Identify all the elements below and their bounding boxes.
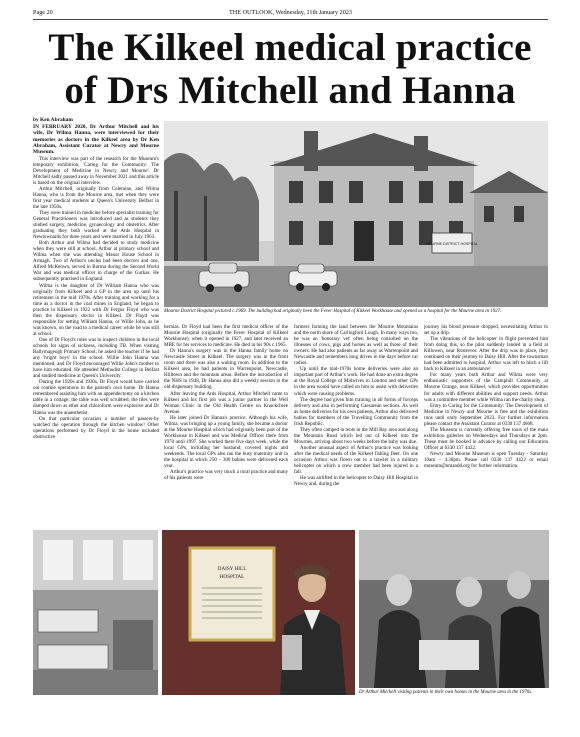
paragraph: Arthur Mitchell, originally from Coleraine, and Wilma Hanna, who is from the Mourne area, met when they were first year medical students at Queen's University Belfast in the late 1950s. [33, 185, 159, 210]
article-title-line-2: of Drs Mitchell and Hanna [64, 69, 516, 112]
top-photo-caption: Mourne District Hospital pictured c.1969. The building had originally been the Fever Hospital of Kilkeel Workhouse and opened as a hospital for the Mourne area in 1927. [164, 309, 502, 314]
paragraph: They often camped in tents in the Mill Bay area and along the Mountain Road which led out of Kilkeel into the Mournes, arriving about two weeks before the baby was due. [294, 426, 418, 445]
lead-paragraph: IN FEBRUARY 2020, Dr Arthur Mitchell and his wife, Dr Wilma Hanna, were interviewed for their memories as doctors in the Kilkeel area by Dr Ken Abraham, Assistant Curator at Newry and Mourne Museum. [33, 124, 159, 156]
paragraph: Both Arthur and Wilma had decided to study medicine when they were still at school. Arthur at primary school and Wilma when she was attending Manor House School in Armagh. Two of Arthur's uncles had been doctors and one, Alfred McKeown, served in Burma during the Second World War and was medical officer in charge of the Gurkas. He subsequently practised in England. [33, 240, 159, 283]
plaque-photo [162, 530, 355, 695]
article-title [30, 26, 550, 112]
plaque-text-2: HOSPITAL [219, 574, 245, 580]
ward-photo [33, 530, 158, 695]
article-column-1 [33, 117, 159, 530]
paragraph: Entry to Caring for the Community: The Development of Medicine in Newry and Mourne is free and the exhibition runs until early September 2023. For further information please contact the Assistant Curator at 0330 137 4608. [424, 402, 548, 427]
paragraph: The Museum is currently offering free tours of the main exhibition galleries on Wednesdays and Thursdays at 2pm. These must be booked in advance by calling our Education Officer at 0330 137 4422. [424, 426, 548, 451]
paragraph: Wilma is the daughter of Dr William Hanna who was originally from Kilkeel and a GP in the area up until his retirement in the mid 1970s. After training and working for a time as a doctor in the coal mines in England, he began to practice in Kilkeel in 1922 with Dr Fergus Floyd who was then the dispensary doctor in Kilkeel. Dr Floyd was responsible for setting William Hanna, or Willie John, as he was known, on the road to a medical career while he was still at school. [33, 282, 159, 337]
paragraph: After leaving the Ards Hospital, Arthur Mitchell came to Kilkeel and his first job was a junior partner in the Well Woman Clinic in the Old Health Centre on Knockchree Avenue. [164, 390, 288, 415]
paragraph: The degree had given him training in all forms of forceps delivery and also in performing Caesarean sections. As well as home deliveries for his own patients, Arthur also delivered babies for members of the Travelling Community from the Irish Republic. [294, 396, 418, 427]
paragraph: Arthur's practice was very much a rural practice and many of his patients were [164, 469, 288, 482]
article-title-line-1: The Kilkeel medical practice [48, 26, 532, 69]
home-visit-photo-image [359, 530, 549, 688]
paragraph: Newry and Mourne Museum is open Tuesday - Saturday 10am – 4.30pm. Please call 0330 137 4422 or email museum@nmandd.org for further information. [424, 450, 548, 470]
paragraph: On that particular occasion a number of passers-by watched the operation through the kitchen window! Other operations performed by Dr Floyd in the home included obstructive [33, 415, 159, 440]
paragraph: He later joined Dr Hanna's practice. Although his wife, Wilma, was bringing up a young family, she became a doctor at the Mourne Hospital which had originally been part of the Workhouse in Kilkeel and was Medical Officer there from 1970 until 1997. She worked there five days week, while the local GPs, including her husband, covered nights and weekends. The local GPs also ran the busy maternity unit in the hospital in which 250 – 300 babies were delivered each year. [164, 414, 288, 470]
plaque-text-1: DAISY HILL [217, 566, 247, 572]
paragraph: For many years both Arthur and Wilma were very enthusiastic supporters of the Camphill Community at Mourne Grange, near Kilkeel, which provides opportunities for adults with different abilities and support needs. Arthur was a committee member while Wilma ran the charity shop. [424, 372, 548, 403]
hospital-photo-image [164, 121, 548, 307]
paragraph: He was airlifted in the helicopter to Daisy Hill Hospital in Newry and, during the [294, 475, 418, 488]
article-column-4 [424, 324, 548, 528]
paragraph: Up until the mid-1970s home deliveries were also an important part of Arthur's work. He had done an extra degree at the Royal College of Midwives in London and other GPs in the area would have called on him to assist with deliveries which were causing problems. [294, 366, 418, 397]
publication-line: THE OUTLOOK, Wednesday, 11th January 2023 [229, 9, 352, 16]
paragraph: They were trained in medicine before specialist training for General Practitioners was introduced and as students they studied surgery, medicine, gynaecology and obstetrics. After graduating they both worked at the Ards Hospital in Newtownards for three years and were married in July 1963. [33, 209, 159, 241]
paragraph: Another unusual aspect of Arthur's practice was looking after the medical needs of the Kilkeel fishing fleet. On one occasion Arthur was flown out to a trawler in a military helicopter on which a crew member had been injured in a fall. [294, 444, 418, 476]
paragraph: During the 1920s and 1930s, Dr Floyd would have carried out routine operations in the patient's own home. Dr Hanna remembered assisting him with an appendectomy on a kitchen table in a cottage; the table was well scrubbed, the tiles were damped down as ether and chloroform were explosive and Dr Hanna was the anaesthetist. [33, 379, 159, 416]
paragraph: The vibrations of the helicopter in flight prevented him from doing this, so the pilot suddenly landed in a field at Killowen, near Rostrevor. After the drip was in place, they continued on their journey to Daisy Hill. After the townsman had been admitted to hospital, Arthur was left to hitch a lift back to Kilkeel in an ambulance! [424, 336, 548, 373]
paragraph: One of Dr Floyd's roles was to inspect children in the local schools for signs of sickness, including TB. When visiting Ballymageogh Primary School, he asked the teacher if he had any 'bright boys' in the school. Willie John Hanna was mentioned, and Dr Floyd encouraged Willie John's mother to have him educated. He attended Methodist College in Belfast and studied medicine at Queen's University. [33, 336, 159, 380]
paragraph: hernias. Dr Floyd had been the first medical officer of the Mourne Hospital (originally the Fever Hospital of Kilkeel Workhouse), when it opened in 1927, and later received an MBE for his services to medicine. He died in his 90s c.1965. [164, 324, 288, 349]
hospital-photo [164, 121, 548, 307]
article-column-2 [164, 324, 288, 528]
article-column-3 [294, 324, 418, 528]
paragraph: Dr Hanna's surgery was in the Hanna family home on Newcastle Street in Kilkeel. The surgery was in the front room and there was also a waiting room. In addition to the Kilkeel area, he had patients in Warrenpoint, Newcastle, Hilltown and the mountain areas. Before the introduction of the NHS in 1948, Dr Hanna also did a weekly session in the old dispensary building. [164, 348, 288, 391]
plaque-photo-image [162, 530, 355, 695]
bottom-photo-caption: Dr Arthur Mitchell visiting patients in their own homes in the Mourne area in the 1970s. [359, 690, 533, 695]
running-header [33, 9, 548, 20]
paragraph: This interview was part of the research for the Museum's temporary exhibition, 'Caring for the Community: The Development of Medicine in Newry and Mourne'. Dr Mitchell sadly passed away in November 2021 and this article is based on the original interview. [33, 155, 159, 186]
byline: by Ken Abraham [33, 117, 73, 123]
building-sign-text: MOURNE DISTRICT HOSPITAL [426, 242, 478, 246]
paragraph: farmers farming the land between the Mourne Mountains and the north shore of Carlingford Lough. In many ways too, he was an 'honorary vet' often being consulted on the illnesses of cows, pigs and horses as well as those of their owners. He had also patients as far away as Warrenpoint and Newcastle and remembers long drives in the days before car radios. [294, 324, 418, 367]
page-number: Page 20 [33, 9, 53, 16]
paragraph: journey his blood pressure dropped, necessitating Arthur to set up a drip. [424, 324, 548, 337]
ward-photo-image [33, 530, 158, 695]
home-visit-photo [359, 530, 549, 688]
